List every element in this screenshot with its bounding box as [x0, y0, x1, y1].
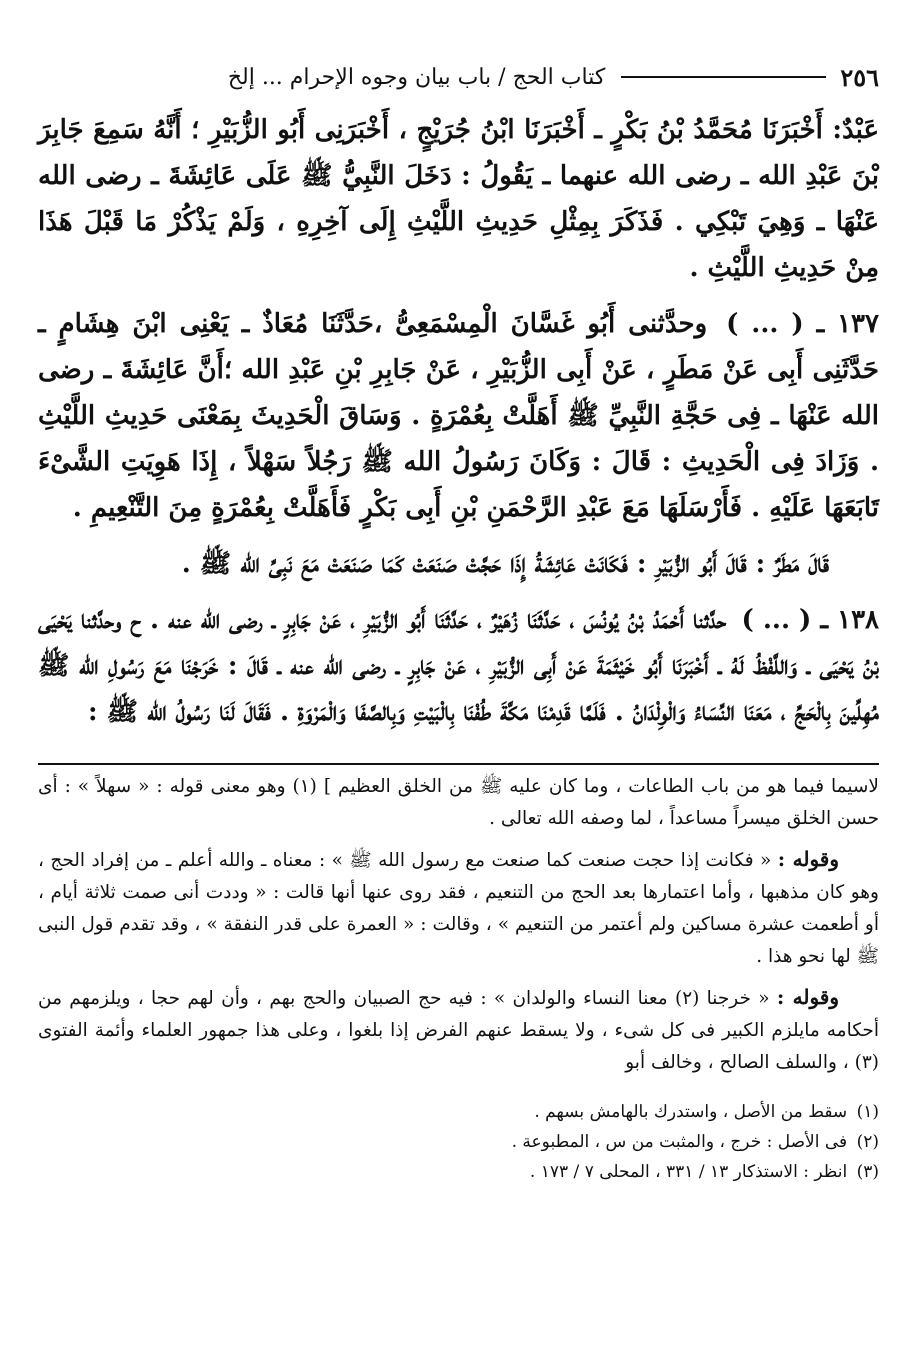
footnote-number: (٢)	[856, 1132, 879, 1152]
footnote-number: (٣)	[856, 1162, 879, 1182]
hadith-paragraph-text: عَبْدٌ: أَخْبَرَنَا مُحَمَّدُ بْنُ بَكْرٍ ـ أَخْبَرَنَا ابْنُ جُرَيْجٍ ، أَخْبَرَنِى أَبُو الزُّبَيْرِ ؛ أَنَّهُ سَمِعَ جَابِرَ بْنَ عَبْدِ الله ـ رضى الله عنهما ـ يَقُولُ : دَخَلَ النَّبِيُّ ﷺ عَلَى عَائِشَةَ ـ رضى الله عَنْهَا ـ وَهِيَ تَبْكِي . فَذَكَرَ بِمِثْلِ حَدِيثِ اللَّيْثِ إِلَى آخِرِهِ ، وَلَمْ يَذْكُرْ مَا قَبْلَ هَذَا مِنْ حَدِيثِ اللَّيْثِ .	[38, 115, 879, 283]
footnote-text: سقط من الأصل ، واستدرك بالهامش بسهم .	[534, 1102, 848, 1122]
hadith-paragraph	[38, 541, 879, 587]
hadith-number: ١٣٧ ـ ( ... )	[726, 309, 879, 339]
hadith-number: ١٣٨ ـ ( ... )	[741, 605, 880, 635]
footnote	[38, 1097, 879, 1127]
commentary-paragraph	[38, 843, 879, 973]
hadith-paragraph-text: حدَّثنا أَحْمَدُ بْنُ يُونُسَ ، حَدَّثَنَا زُهَيْرٌ ، حَدَّثَنَا أَبُو الزُّبَيْرِ ، عَنْ جَابِرٍ ـ رضى الله عنه . ح وحدَّثنا يَحْيَى بْنُ يَحْيَى ـ وَاللَّفْظُ لَهُ ـ أَخْبَرَنَا أَبُو خَيْثَمَةَ عَنْ أَبِى الزُّبَيْرِ ، عَنْ جَابِرٍ ـ رضى الله عنه ـ قَالَ : خَرَجْنَا مَعَ رَسُولِ الله ﷺ مُهِلِّينَ بِالْحَجِّ ، مَعَنَا النِّسَاءُ وَالْوِلْدَانُ . فَلَمَّا قَدِمْنَا مَكَّةَ طُفْنَا بِالْبَيْتِ وَبِالصَّفَا وَالْمَرْوَةِ . فَقَالَ لَنَا رَسُولُ الله ﷺ :	[38, 605, 879, 727]
running-title: كتاب الحج / باب بيان وجوه الإحرام ... إلخ	[227, 64, 606, 90]
page-number: ٢٥٦	[840, 62, 879, 92]
hadith-paragraph-text: وحدَّثنى أَبُو غَسَّانَ الْمِسْمَعِىُّ ،حَدَّثَنَا مُعَاذٌ ـ يَعْنِى ابْنَ هِشَامٍ ـ حَدَّثَنِى أَبِى عَنْ مَطَرٍ ، عَنْ أَبِى الزُّبَيْرِ ، عَنْ جَابِرِ بْنِ عَبْدِ الله ؛أَنَّ عَائِشَةَ ـ رضى الله عَنْهَا ـ فِى حَجَّةِ النَّبِيِّ ﷺ أَهَلَّتْ بِعُمْرَةٍ . وَسَاقَ الْحَدِيثَ بِمَعْنَى حَدِيثِ اللَّيْثِ . وَزَادَ فِى الْحَدِيثِ : قَالَ : وَكَانَ رَسُولُ الله ﷺ رَجُلاً سَهْلاً ، إِذَا هَوِيَتِ الشَّىْءَ تَابَعَهَا عَلَيْهِ . فَأَرْسَلَهَا مَعَ عَبْدِ الرَّحْمَنِ بْنِ أَبِى بَكْرٍ فَأَهَلَّتْ بِعُمْرَةٍ مِنَ التَّنْعِيمِ .	[38, 309, 879, 523]
hadith-paragraph	[38, 107, 879, 291]
hadith-paragraph-text: قَالَ مَطَرٌ : قَالَ أَبُو الزُّبَيْرِ : فَكَانَتْ عَائِشَةُ إِذَا حَجَّتْ صَنَعَتْ كَمَا صَنَعَتْ مَعَ نَبِىِّ الله ﷺ .	[181, 549, 829, 579]
hadith-paragraph	[38, 301, 879, 531]
footnotes	[38, 1097, 879, 1187]
header-rule	[621, 76, 826, 78]
commentary-text: لاسيما فيما هو من باب الطاعات ، وما كان عليه ﷺ من الخلق العظيم ] (١) وهو معنى قوله : « سهلاً » : أى حسن الخلق ميسراً مساعداً ، لما وصفه الله تعالى .	[38, 776, 879, 829]
footnote-text: فى الأصل : خرج ، والمثبت من س ، المطبوعة .	[511, 1132, 848, 1152]
commentary-paragraph	[38, 981, 879, 1079]
hadith-text	[38, 107, 879, 735]
commentary-divider	[38, 763, 879, 765]
commentary-lead: وقوله :	[777, 847, 840, 871]
footnote	[38, 1127, 879, 1157]
commentary-paragraph	[38, 771, 879, 835]
running-header	[38, 55, 879, 99]
commentary-text: « فكانت إذا حجت صنعت كما صنعت مع رسول الله ﷺ » : معناه ـ والله أعلم ـ من إفراد الحج ، وهو كان مذهبها ، وأما اعتمارها بعد الحج من التنعيم ، فقد روى عنها أنها قالت : « وددت أنى صمت ثلاثة أيام ، أو أطعمت عشرة مساكين ولم أعتمر من التنعيم » ، وقالت : « العمرة على قدر النفقة » ، وقد تقدم قول النبى ﷺ لها نحو هذا .	[38, 850, 879, 967]
commentary-text: « خرجنا (٢) معنا النساء والولدان » : فيه حج الصبيان والحج بهم ، وأن لهم حجا ، ويلزمهم من أحكامه مايلزم الكبير فى كل شىء ، ولا يسقط عنهم الفرض إذا بلغوا ، وعلى هذا جمهور العلماء وأئمة الفتوى (٣) ، والسلف الصالح ، وخالف أبو	[38, 988, 879, 1073]
footnote-text: انظر : الاستذكار ١٣ / ٣٣١ ، المحلى ٧ / ١٧٣ .	[529, 1162, 848, 1182]
commentary	[38, 771, 879, 1079]
footnote-number: (١)	[856, 1102, 879, 1122]
footnote	[38, 1157, 879, 1187]
hadith-paragraph	[38, 597, 879, 735]
commentary-lead: وقوله :	[776, 985, 840, 1009]
